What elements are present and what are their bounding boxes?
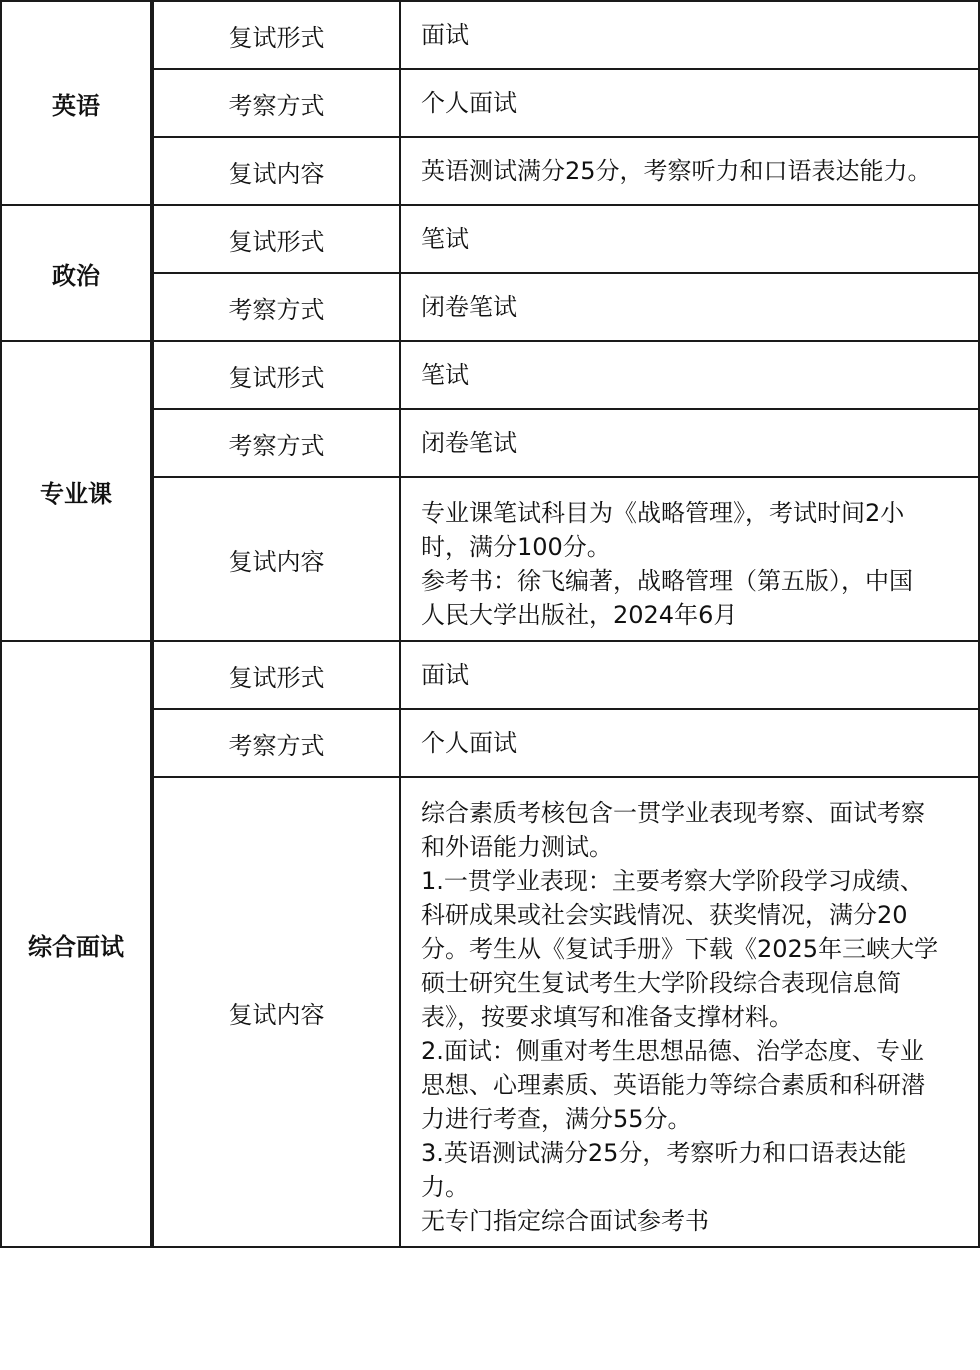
value-line: 硕士研究生复试考生大学阶段综合表现信息简 — [421, 969, 901, 997]
value-line: 面试 — [421, 661, 469, 689]
field-label: 复试内容 — [152, 477, 400, 641]
value-line: 3.英语测试满分25分，考察听力和口语表达能 — [421, 1139, 907, 1167]
value-line: 英语测试满分25分，考察听力和口语表达能力。 — [421, 157, 932, 185]
subject-cell: 政治 — [1, 205, 152, 341]
field-label: 考察方式 — [152, 69, 400, 137]
subject-cell: 专业课 — [1, 341, 152, 641]
field-label: 复试内容 — [152, 777, 400, 1247]
value-line: 科研成果或社会实践情况、获奖情况，满分20 — [421, 901, 908, 929]
value-line: 个人面试 — [421, 729, 517, 757]
field-label: 考察方式 — [152, 709, 400, 777]
field-value — [400, 1, 979, 69]
value-line: 闭卷笔试 — [421, 293, 517, 321]
field-value — [400, 777, 979, 1247]
field-value — [400, 409, 979, 477]
value-line: 人民大学出版社，2024年6月 — [421, 601, 738, 629]
field-label: 复试形式 — [152, 1, 400, 69]
field-value — [400, 477, 979, 641]
value-line: 和外语能力测试。 — [421, 833, 613, 861]
field-label: 复试形式 — [152, 641, 400, 709]
table-row — [1, 205, 979, 273]
value-line: 无专门指定综合面试参考书 — [421, 1207, 709, 1235]
value-line: 笔试 — [421, 225, 469, 253]
subject-cell: 综合面试 — [1, 641, 152, 1247]
table-row — [1, 341, 979, 409]
field-value — [400, 137, 979, 205]
value-line: 2.面试：侧重对考生思想品德、治学态度、专业 — [421, 1037, 924, 1065]
value-line: 思想、心理素质、英语能力等综合素质和科研潜 — [421, 1071, 925, 1099]
field-label: 复试形式 — [152, 205, 400, 273]
value-line: 笔试 — [421, 361, 469, 389]
value-line: 1.一贯学业表现：主要考察大学阶段学习成绩、 — [421, 867, 924, 895]
field-label: 复试内容 — [152, 137, 400, 205]
subject-cell: 英语 — [1, 1, 152, 205]
value-line: 参考书：徐飞编著，战略管理（第五版），中国 — [421, 567, 913, 595]
value-line: 面试 — [421, 21, 469, 49]
field-value — [400, 69, 979, 137]
field-value — [400, 273, 979, 341]
field-value — [400, 641, 979, 709]
field-label: 考察方式 — [152, 409, 400, 477]
value-line: 力。 — [421, 1173, 469, 1201]
value-line: 闭卷笔试 — [421, 429, 517, 457]
value-line: 力进行考查，满分55分。 — [421, 1105, 692, 1133]
value-line: 综合素质考核包含一贯学业表现考察、面试考察 — [421, 799, 925, 827]
value-line: 专业课笔试科目为《战略管理》，考试时间2小 — [421, 499, 905, 527]
value-line: 表》，按要求填写和准备支撑材料。 — [421, 1003, 793, 1031]
value-line: 分。考生从《复试手册》下载《2025年三峡大学 — [421, 935, 939, 963]
field-value — [400, 341, 979, 409]
retest-table-body — [1, 1, 979, 1247]
field-value — [400, 709, 979, 777]
field-value — [400, 205, 979, 273]
value-line: 时，满分100分。 — [421, 533, 611, 561]
field-label: 考察方式 — [152, 273, 400, 341]
table-row — [1, 641, 979, 709]
value-line: 个人面试 — [421, 89, 517, 117]
table-row — [1, 1, 979, 69]
field-label: 复试形式 — [152, 341, 400, 409]
